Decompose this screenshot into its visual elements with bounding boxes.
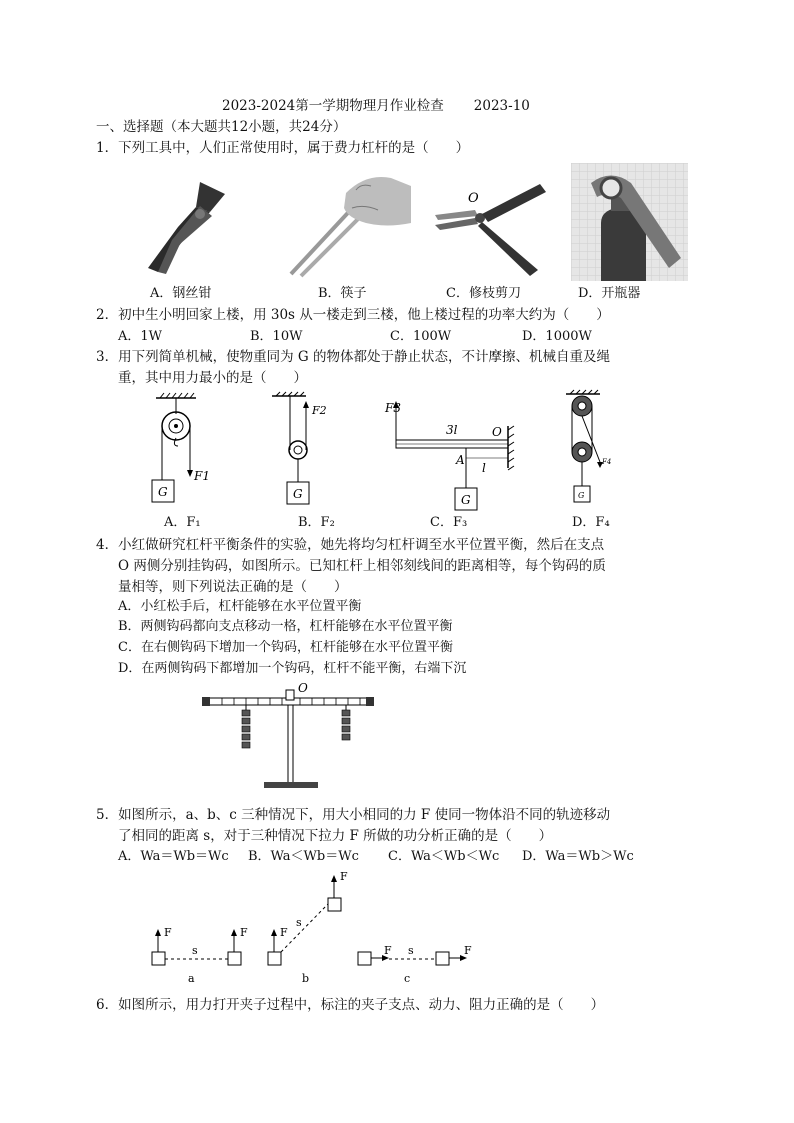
q4-option-c[interactable]: C．在右侧钩码下增加一个钩码，杠杆能够在水平位置平衡: [118, 640, 453, 655]
q5c-distance-label: s: [408, 944, 414, 957]
q5-option-c[interactable]: C．Wa＜Wb＜Wc: [388, 849, 500, 864]
q4-stem-line1: 4．小红做研究杠杆平衡条件的实验，她先将均匀杠杆调至水平位置平衡，然后在支点: [96, 537, 605, 553]
q3c-long-arm-label: 3l: [446, 423, 458, 437]
q3-lever-figure: [382, 396, 522, 511]
q5-force-figure: [140, 868, 490, 986]
q5-stem-line2: 了相同的距离 s，对于三种情况下拉力 F 所做的功分析正确的是（ ）: [118, 828, 553, 844]
q3-stem-line1: 3．用下列简单机械，使物重同为 G 的物体都处于静止状态，不计摩擦、机械自重及绳: [96, 349, 610, 365]
pruning-shears-figure: [430, 180, 550, 280]
q3-option-b[interactable]: B．F₂: [298, 515, 335, 530]
q3b-weight-label: G: [293, 487, 303, 501]
q5-option-b[interactable]: B．Wa＜Wb＝Wc: [248, 849, 359, 864]
q3c-weight-label: G: [461, 493, 471, 507]
title-text: 2023-2024第一学期物理月作业检查: [222, 98, 444, 114]
q5b-force-label-2: F: [340, 870, 348, 883]
q3d-weight-label: G: [578, 491, 585, 500]
section-heading: 一、选择题（本大题共12小题，共24分）: [96, 119, 347, 135]
q3-option-c[interactable]: C．F₃: [430, 515, 468, 530]
q5a-force-label-2: F: [240, 926, 248, 939]
q5-stem-line1: 5．如图所示，a、b、c 三种情况下，用大小相同的力 F 使同一物体沿不同的轨迹移动: [96, 807, 611, 823]
shears-pivot-label: O: [468, 191, 479, 206]
q4-lever-figure: [200, 680, 380, 792]
q3c-pivot-label: O: [492, 425, 502, 439]
q4-option-a[interactable]: A．小红松手后，杠杆能够在水平位置平衡: [118, 599, 362, 614]
q2-option-b[interactable]: B．10W: [250, 329, 303, 344]
page-title: [222, 97, 530, 115]
q3a-weight-label: G: [158, 485, 168, 499]
q5b-force-label-1: F: [280, 926, 288, 939]
q3-fixed-pulley-figure: [148, 392, 218, 507]
q2-stem: 2．初中生小明回家上楼，用 30s 从一楼走到三楼，他上楼过程的功率大约为（ ）: [96, 307, 610, 323]
q5-option-d[interactable]: D．Wa＝Wb＞Wc: [522, 849, 634, 864]
q2-option-c[interactable]: C．100W: [390, 329, 452, 344]
q5-case-a-label: a: [188, 972, 195, 985]
q5a-force-label-1: F: [164, 926, 172, 939]
q3c-short-arm-label: l: [482, 461, 486, 475]
q5-case-c-label: c: [404, 972, 411, 985]
q2-option-a[interactable]: A．1W: [118, 329, 163, 344]
q1-option-a[interactable]: A．钢丝钳: [150, 286, 212, 301]
title-date: 2023-10: [473, 98, 530, 114]
q3b-force-label: F2: [312, 404, 327, 417]
q3c-force-label: F3: [385, 401, 401, 415]
q5-option-a[interactable]: A．Wa＝Wb＝Wc: [118, 849, 229, 864]
q1-stem: 1．下列工具中，人们正常使用时，属于费力杠杆的是（ ）: [96, 140, 470, 156]
q1-option-c[interactable]: C．修枝剪刀: [446, 286, 521, 301]
q4-pivot-label: O: [298, 681, 308, 695]
q4-stem-line3: 量相等，则下列说法正确的是（ ）: [118, 579, 348, 595]
chopsticks-figure: [286, 168, 416, 278]
q5c-force-label-2: F: [464, 944, 472, 957]
q3-option-d[interactable]: D．F₄: [572, 515, 610, 530]
q3-movable-pulley-figure: [270, 392, 340, 507]
q5b-distance-label: s: [296, 916, 302, 929]
q3-stem-line2: 重，其中用力最小的是（ ）: [118, 370, 307, 386]
pliers-figure: [130, 172, 230, 277]
bottle-opener-figure: [571, 163, 688, 281]
q4-option-d[interactable]: D．在两侧钩码下都增加一个钩码，杠杆不能平衡，右端下沉: [118, 661, 467, 676]
q3c-point-a-label: A: [456, 453, 465, 467]
q3a-force-label: F1: [194, 469, 210, 483]
q3-pulley-block-figure: [560, 390, 620, 515]
q1-option-b[interactable]: B．筷子: [318, 286, 367, 301]
q3-option-a[interactable]: A．F₁: [164, 515, 201, 530]
q5c-force-label-1: F: [384, 944, 392, 957]
q1-option-d[interactable]: D．开瓶器: [578, 286, 641, 301]
q5-case-b-label: b: [302, 972, 310, 985]
q4-stem-line2: O 两侧分别挂钩码，如图所示。已知杠杆上相邻刻线间的距离相等，每个钩码的质: [118, 558, 606, 574]
q6-stem: 6．如图所示，用力打开夹子过程中，标注的夹子支点、动力、阻力正确的是（ ）: [96, 997, 605, 1013]
q4-option-b[interactable]: B．两侧钩码都向支点移动一格，杠杆能够在水平位置平衡: [118, 619, 453, 634]
q3d-force-label: F4: [602, 458, 612, 466]
q5a-distance-label: s: [192, 944, 198, 957]
q2-option-d[interactable]: D．1000W: [522, 329, 592, 344]
